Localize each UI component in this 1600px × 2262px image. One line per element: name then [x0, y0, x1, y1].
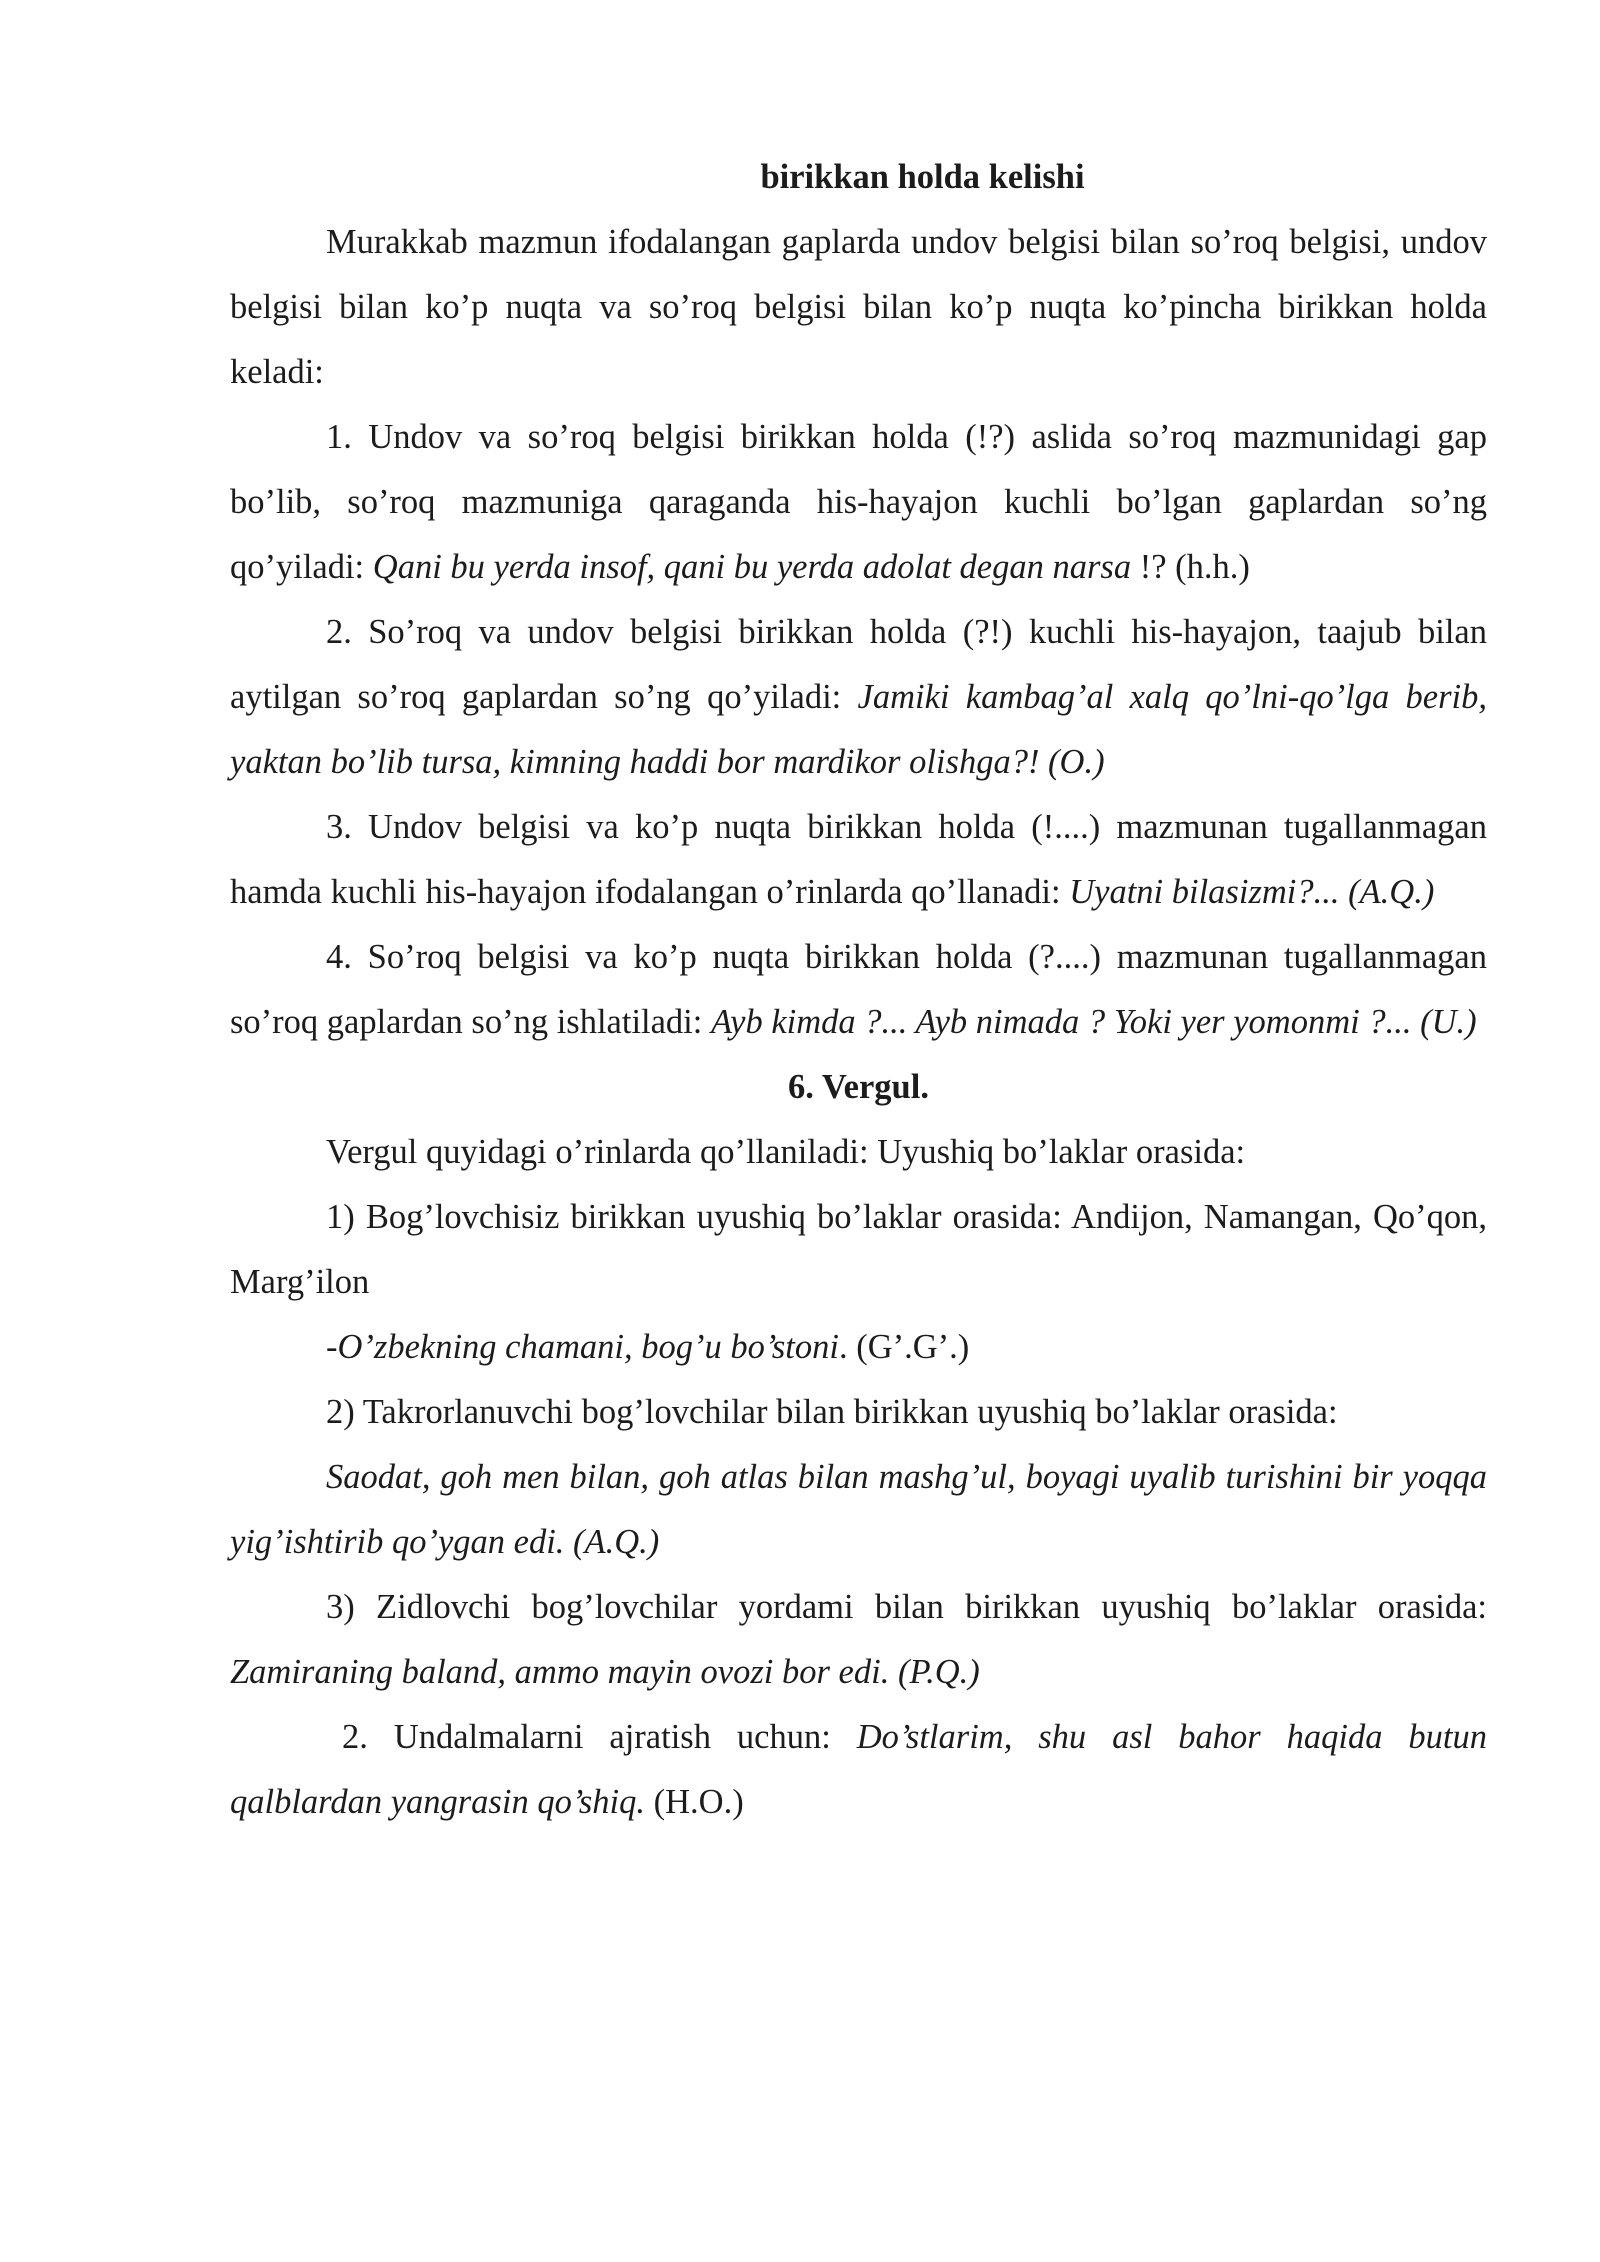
vergul-3-text: 3) Zidlovchi bog’lovchilar yordami bilan birikkan uyushiq bo’laklar orasida:	[326, 1588, 1487, 1626]
rule-4-text: 4. So’roq belgisi va ko’p nuqta birikkan holda (?....) mazmunan tugallanmagan so’roq gaplardan so’ng ishlatiladi:	[230, 938, 1487, 1041]
vergul-1-source: . (G’.G’.)	[838, 1328, 970, 1366]
rule-1-text: 1. Undov va so’roq belgisi birikkan holda (!?) aslida so’roq mazmunidagi gap bo’lib, so’roq mazmuniga qaraganda his-hayajon kuchli bo’lgan gaplardan so’ng qo’yiladi:	[230, 418, 1487, 586]
paragraph-vergul-1: 1) Bog’lovchisiz birikkan uyushiq bo’laklar orasida: Andijon, Namangan, Qo’qon, Marg’ilon	[230, 1198, 1487, 1301]
undalma-example: Do’stlarim, shu asl bahor haqida butun qalblardan yangrasin qo’shiq.	[230, 1718, 1487, 1821]
rule-4-example: Ayb kimda ?... Ayb nimada ? Yoki yer yomonmi ?... (U.)	[710, 1003, 1477, 1041]
paragraph-rule-2	[230, 600, 1487, 795]
paragraph-rule-4	[230, 925, 1487, 1055]
section-heading-continued: birikkan holda kelishi	[760, 158, 1085, 196]
undalma-text: 2. Undalmalarni ajratish uchun:	[342, 1718, 857, 1756]
rule-3-example: Uyatni bilasizmi?... (A.Q.)	[1069, 873, 1435, 911]
rule-3-text: 3. Undov belgisi va ko’p nuqta birikkan holda (!....) mazmunan tugallanmagan hamda kuchli his-hayajon ifodalangan o’rinlarda qo’llanadi:	[230, 808, 1487, 911]
document-page	[230, 145, 1487, 1835]
vergul-3-example: Zamiraning baland, ammo mayin ovozi bor edi. (P.Q.)	[230, 1653, 980, 1691]
section-heading-vergul: 6. Vergul.	[788, 1068, 929, 1106]
undalma-source: (H.O.)	[645, 1783, 744, 1821]
paragraph-rule-1	[230, 405, 1487, 600]
vergul-1-example: -O’zbekning chamani, bog’u bo’stoni	[326, 1328, 839, 1366]
rule-1-example: Qani bu yerda insof, qani bu yerda adolat degan narsa	[372, 548, 1132, 586]
paragraph-undalma	[230, 1705, 1487, 1835]
paragraph-vergul-intro: Vergul quyidagi o’rinlarda qo’llaniladi: Uyushiq bo’laklar orasida:	[326, 1133, 1246, 1171]
paragraph-rule-3	[230, 795, 1487, 925]
rule-2-text: 2. So’roq va undov belgisi birikkan holda (?!) kuchli his-hayajon, taajub bilan aytilgan so’roq gaplardan so’ng qo’yiladi:	[230, 613, 1487, 716]
paragraph-vergul-1-example	[230, 1315, 1487, 1380]
paragraph-vergul-3	[230, 1575, 1487, 1705]
rule-1-source: !? (h.h.)	[1131, 548, 1250, 586]
paragraph-vergul-2-example	[230, 1445, 1487, 1575]
paragraph-intro: Murakkab mazmun ifodalangan gaplarda undov belgisi bilan so’roq belgisi, undov belgisi bilan ko’p nuqta va so’roq belgisi bilan ko’p nuqta ko’pincha birikkan holda keladi:	[230, 223, 1487, 391]
vergul-2-example: Saodat, goh men bilan, goh atlas bilan mashg’ul, boyagi uyalib turishini bir yoqqa yig’ishtirib qo’ygan edi. (A.Q.)	[230, 1458, 1487, 1561]
rule-2-example: Jamiki kambag’al xalq qo’lni-qo’lga berib, yaktan bo’lib tursa, kimning haddi bor mardikor olishga?! (O.)	[230, 678, 1487, 781]
paragraph-vergul-2: 2) Takrorlanuvchi bog’lovchilar bilan birikkan uyushiq bo’laklar orasida:	[326, 1393, 1338, 1431]
